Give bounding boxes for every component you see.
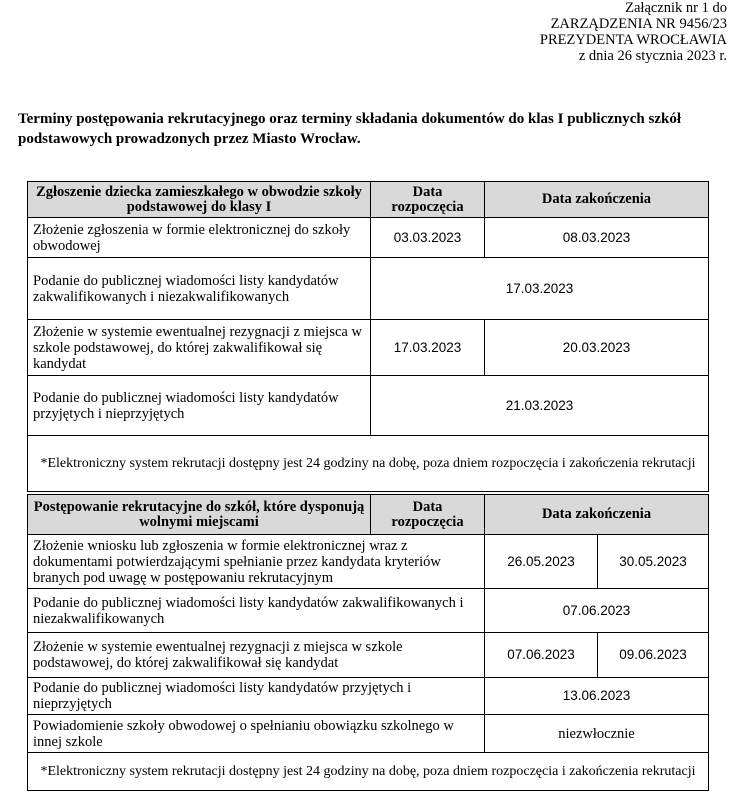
row-date: 07.06.2023 [485, 589, 709, 633]
table-note-row [28, 436, 709, 492]
table-row [28, 633, 709, 678]
row-description: Podanie do publicznej wiadomości listy kandydatów przyjętych i nieprzyjętych [28, 376, 371, 436]
table-header-row [28, 182, 709, 218]
row-start-date: 26.05.2023 [485, 535, 598, 589]
table-note-row [28, 753, 709, 791]
row-end-date: 08.03.2023 [485, 218, 709, 258]
table-row [28, 535, 709, 589]
header-cell-end-date: Data zakończenia [485, 182, 709, 218]
header-cell-end-date: Data zakończenia [485, 495, 709, 535]
table-row [28, 320, 709, 376]
table-row [28, 218, 709, 258]
row-date: 17.03.2023 [371, 258, 709, 320]
header-cell-start-date: Data rozpoczęcia [371, 182, 485, 218]
table-row [28, 678, 709, 715]
row-description: Podanie do publicznej wiadomości listy kandydatów zakwalifikowanych i niezakwalifikowanych [28, 258, 371, 320]
table-row [28, 589, 709, 633]
row-description: Złożenie w systemie ewentualnej rezygnacji z miejsca w szkole podstawowej, do której zakwalifikował się kandydat [28, 320, 371, 376]
header-cell-description: Postępowanie rekrutacyjne do szkół, które dysponują wolnymi miejscami [28, 495, 371, 535]
row-date: 21.03.2023 [371, 376, 709, 436]
row-start-date: 07.06.2023 [485, 633, 598, 678]
header-cell-description: Zgłoszenie dziecka zamieszkałego w obwodzie szkoły podstawowej do klasy I [28, 182, 371, 218]
availability-note: *Elektroniczny system rekrutacji dostępny jest 24 godziny na dobę, poza dniem rozpoczęcia i zakończenia rekrutacji [28, 753, 709, 791]
row-description: Złożenie zgłoszenia w formie elektronicznej do szkoły obwodowej [28, 218, 371, 258]
row-description: Złożenie wniosku lub zgłoszenia w formie elektronicznej wraz z dokumentami potwierdzającymi spełnianie przez kandydata kryteriów branych pod uwagę w postępowaniu rekrutacyjnym [28, 535, 485, 589]
row-date: niezwłocznie [485, 715, 709, 753]
document-header [540, 0, 727, 64]
table-row [28, 376, 709, 436]
table-header-row [28, 495, 709, 535]
availability-note: *Elektroniczny system rekrutacji dostępny jest 24 godziny na dobę, poza dniem rozpoczęcia i zakończenia rekrutacji [28, 436, 709, 492]
table-row [28, 715, 709, 753]
header-line-attachment: Załącznik nr 1 do [625, 0, 727, 16]
document-title: Terminy postępowania rekrutacyjnego oraz terminy składania dokumentów do klas I publicznych szkół podstawowych prowadzonych przez Miasto Wrocław. [18, 111, 681, 147]
row-start-date: 03.03.2023 [371, 218, 485, 258]
schedule-table-free-places [27, 494, 709, 791]
row-end-date: 30.05.2023 [598, 535, 709, 589]
row-description: Podanie do publicznej wiadomości listy kandydatów zakwalifikowanych i niezakwalifikowanych [28, 589, 485, 633]
header-cell-start-date: Data rozpoczęcia [371, 495, 485, 535]
schedule-table-district [27, 181, 709, 492]
row-end-date: 09.06.2023 [598, 633, 709, 678]
row-date: 13.06.2023 [485, 678, 709, 715]
row-start-date: 17.03.2023 [371, 320, 485, 376]
row-description: Złożenie w systemie ewentualnej rezygnacji z miejsca w szkole podstawowej, do której zakwalifikował się kandydat [28, 633, 485, 678]
row-end-date: 20.03.2023 [485, 320, 709, 376]
header-line-ordinance: ZARZĄDZENIA NR 9456/23 [550, 16, 727, 32]
table-row [28, 258, 709, 320]
row-description: Powiadomienie szkoły obwodowej o spełnianiu obowiązku szkolnego w innej szkole [28, 715, 485, 753]
header-line-president: PREZYDENTA WROCŁAWIA [539, 32, 727, 48]
row-description: Podanie do publicznej wiadomości listy kandydatów przyjętych i nieprzyjętych [28, 678, 485, 715]
header-line-date: z dnia 26 stycznia 2023 r. [578, 48, 727, 64]
